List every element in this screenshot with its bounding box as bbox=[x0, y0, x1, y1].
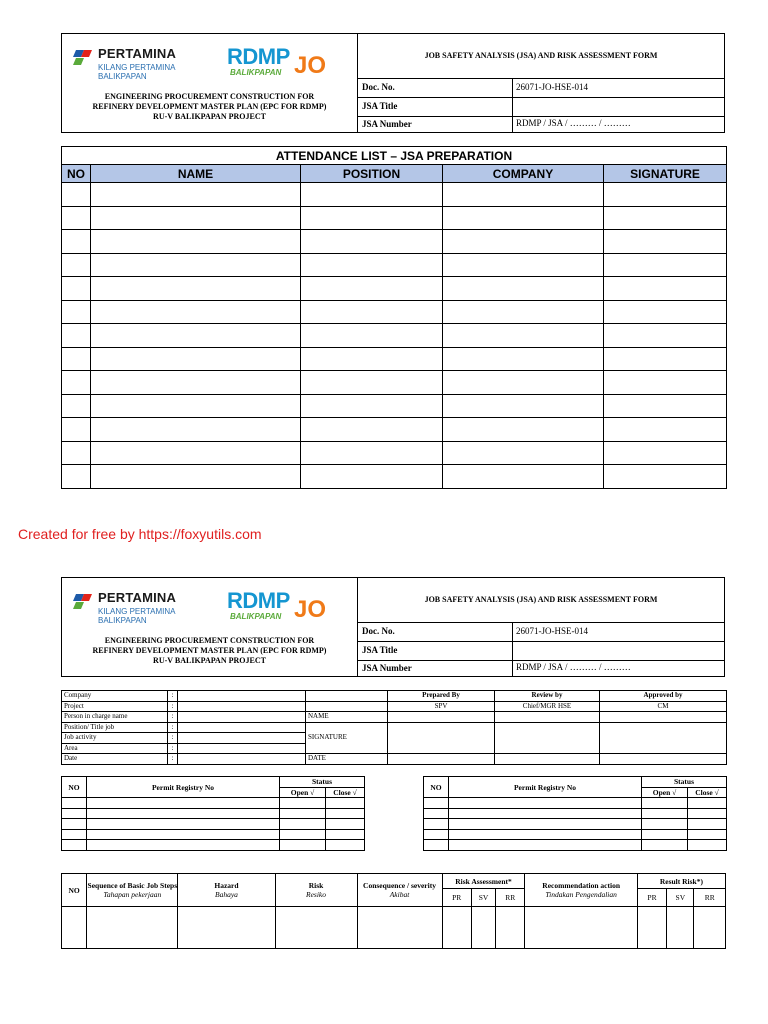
attendance-no-cell[interactable] bbox=[62, 324, 91, 348]
desc-line-1: ENGINEERING PROCUREMENT CONSTRUCTION FOR bbox=[104, 92, 315, 101]
doc-no-row bbox=[358, 79, 724, 98]
hazard-cell[interactable] bbox=[442, 907, 471, 949]
attendance-position-cell[interactable] bbox=[301, 324, 443, 348]
attendance-name-cell[interactable] bbox=[91, 183, 301, 207]
jsa-number-row bbox=[358, 117, 724, 132]
desc-line-3: RU-V BALIKPAPAN PROJECT bbox=[153, 112, 266, 121]
jsa-number-value[interactable]: RDMP / JSA / ……… / ……… bbox=[516, 662, 631, 672]
cm-signature-input[interactable] bbox=[600, 722, 727, 754]
permit-cell[interactable] bbox=[87, 819, 280, 830]
attendance-no-cell[interactable] bbox=[62, 394, 91, 418]
attendance-no-cell[interactable] bbox=[62, 465, 91, 489]
project-description bbox=[62, 636, 357, 666]
cm-label: CM bbox=[600, 701, 727, 712]
header-form-info-2 bbox=[358, 578, 724, 676]
hazard-cell[interactable] bbox=[525, 907, 637, 949]
recommendation-header bbox=[525, 874, 637, 907]
hazard-cell[interactable] bbox=[275, 907, 357, 949]
attendance-position-cell[interactable] bbox=[301, 418, 443, 442]
permit-cell[interactable] bbox=[642, 840, 688, 851]
hazard-row bbox=[62, 907, 726, 949]
permit-cell[interactable] bbox=[326, 840, 365, 851]
permit-row bbox=[424, 840, 727, 851]
attendance-signature-cell[interactable] bbox=[604, 371, 727, 395]
rdmp-logo: RDMP bbox=[227, 44, 290, 69]
attendance-company-cell[interactable] bbox=[443, 465, 604, 489]
permit-row bbox=[424, 829, 727, 840]
attendance-position-cell[interactable] bbox=[301, 394, 443, 418]
attendance-row bbox=[62, 206, 727, 230]
attendance-no-cell[interactable] bbox=[62, 253, 91, 277]
permit-cell[interactable] bbox=[62, 829, 87, 840]
jsa-title-row bbox=[358, 642, 724, 661]
doc-no-label: Doc. No. bbox=[362, 82, 395, 92]
permit-row bbox=[62, 819, 365, 830]
job-info-table bbox=[61, 690, 727, 765]
permit-cell[interactable] bbox=[424, 819, 449, 830]
jsa-title-row bbox=[358, 98, 724, 117]
hazard-cell[interactable] bbox=[637, 907, 666, 949]
field-position: Position/ Title job bbox=[62, 722, 168, 733]
doc-no-label: Doc. No. bbox=[362, 626, 395, 636]
permit-cell[interactable] bbox=[642, 808, 688, 819]
jsa-number-label: JSA Number bbox=[362, 663, 412, 673]
attendance-signature-cell[interactable] bbox=[604, 230, 727, 254]
permit-cell[interactable] bbox=[449, 840, 642, 851]
attendance-no-cell[interactable] bbox=[62, 418, 91, 442]
hazard-cell[interactable] bbox=[357, 907, 442, 949]
hazard-no-header: NO bbox=[62, 874, 87, 907]
attendance-no-cell[interactable] bbox=[62, 371, 91, 395]
recommendation-sublabel: Tindakan Pengendalian bbox=[545, 890, 617, 899]
attendance-company-cell[interactable] bbox=[443, 441, 604, 465]
form-title: JOB SAFETY ANALYSIS (JSA) AND RISK ASSESSMENT FORM bbox=[358, 34, 724, 79]
pertamina-logo-icon bbox=[72, 46, 94, 68]
permit-cell[interactable] bbox=[688, 819, 727, 830]
date-label: DATE bbox=[306, 754, 388, 765]
risk-assessment-header: Risk Assessment* bbox=[442, 874, 525, 889]
field-company: Company bbox=[62, 691, 168, 702]
header-form-info bbox=[358, 34, 724, 132]
jsa-title-label: JSA Title bbox=[362, 645, 398, 655]
spv-name-input[interactable] bbox=[388, 712, 495, 723]
permit-cell[interactable] bbox=[449, 819, 642, 830]
hazard-cell[interactable] bbox=[471, 907, 495, 949]
person-input[interactable] bbox=[178, 712, 306, 723]
risk-header bbox=[275, 874, 357, 907]
attendance-row bbox=[62, 418, 727, 442]
hazard-label: Hazard bbox=[214, 881, 239, 890]
permit-cell[interactable] bbox=[449, 798, 642, 809]
blank-cell bbox=[306, 691, 388, 702]
attendance-row bbox=[62, 324, 727, 348]
hazard-cell[interactable] bbox=[178, 907, 275, 949]
permit-row bbox=[424, 808, 727, 819]
permit-cell[interactable] bbox=[62, 798, 87, 809]
date-input[interactable] bbox=[178, 754, 306, 765]
chief-name-input[interactable] bbox=[495, 712, 600, 723]
permit-cell[interactable] bbox=[688, 840, 727, 851]
col-signature: SIGNATURE bbox=[604, 165, 727, 183]
attendance-name-cell[interactable] bbox=[91, 394, 301, 418]
company-subtitle bbox=[98, 607, 176, 625]
permit-cell[interactable] bbox=[280, 829, 326, 840]
field-project: Project bbox=[62, 701, 168, 712]
attendance-position-cell[interactable] bbox=[301, 253, 443, 277]
review-by-label: Review by bbox=[495, 691, 600, 702]
attendance-position-cell[interactable] bbox=[301, 230, 443, 254]
permit-no-header: NO bbox=[62, 777, 87, 798]
attendance-company-cell[interactable] bbox=[443, 300, 604, 324]
attendance-signature-cell[interactable] bbox=[604, 253, 727, 277]
attendance-row bbox=[62, 347, 727, 371]
attendance-row bbox=[62, 253, 727, 277]
attendance-name-cell[interactable] bbox=[91, 230, 301, 254]
doc-no-row bbox=[358, 623, 724, 642]
attendance-no-cell[interactable] bbox=[62, 206, 91, 230]
attendance-company-cell[interactable] bbox=[443, 371, 604, 395]
spv-signature-input[interactable] bbox=[388, 722, 495, 754]
sv-header: SV bbox=[471, 889, 495, 907]
attendance-no-cell[interactable] bbox=[62, 230, 91, 254]
attendance-company-cell[interactable] bbox=[443, 324, 604, 348]
permit-cell[interactable] bbox=[326, 829, 365, 840]
permit-cell[interactable] bbox=[688, 798, 727, 809]
attendance-no-cell[interactable] bbox=[62, 277, 91, 301]
rdmp-logo-sub: BALIKPAPAN bbox=[230, 68, 282, 77]
permit-cell[interactable] bbox=[280, 808, 326, 819]
attendance-name-cell[interactable] bbox=[91, 347, 301, 371]
pr-header: PR bbox=[442, 889, 471, 907]
desc-line-3: RU-V BALIKPAPAN PROJECT bbox=[153, 656, 266, 665]
hazard-sublabel: Bahaya bbox=[214, 890, 238, 899]
steps-sublabel: Tahapan pekerjaan bbox=[103, 890, 162, 899]
attendance-title: ATTENDANCE LIST – JSA PREPARATION bbox=[62, 147, 727, 165]
jsa-title-label: JSA Title bbox=[362, 101, 398, 111]
attendance-row bbox=[62, 465, 727, 489]
prepared-by-label: Prepared By bbox=[388, 691, 495, 702]
permit-cell[interactable] bbox=[62, 819, 87, 830]
permit-cell[interactable] bbox=[62, 808, 87, 819]
attendance-company-cell[interactable] bbox=[443, 418, 604, 442]
jsa-number-value[interactable]: RDMP / JSA / ……… / ……… bbox=[516, 118, 631, 128]
permit-registry-header: Permit Registry No bbox=[87, 777, 280, 798]
attendance-position-cell[interactable] bbox=[301, 371, 443, 395]
permit-cell[interactable] bbox=[642, 829, 688, 840]
colon: : bbox=[168, 722, 178, 733]
form-title: JOB SAFETY ANALYSIS (JSA) AND RISK ASSESSMENT FORM bbox=[358, 578, 724, 623]
result-risk-header: Result Risk*) bbox=[637, 874, 725, 889]
cm-name-input[interactable] bbox=[600, 712, 727, 723]
consequence-header bbox=[357, 874, 442, 907]
permit-cell[interactable] bbox=[62, 840, 87, 851]
hazard-table bbox=[61, 873, 726, 949]
rr-header: RR bbox=[496, 889, 525, 907]
attendance-signature-cell[interactable] bbox=[604, 347, 727, 371]
permit-cell[interactable] bbox=[688, 808, 727, 819]
permit-cell[interactable] bbox=[280, 819, 326, 830]
doc-no-value: 26071-JO-HSE-014 bbox=[516, 626, 588, 636]
chief-label: Chief/MGR HSE bbox=[495, 701, 600, 712]
result-sv-header: SV bbox=[667, 889, 694, 907]
attendance-name-cell[interactable] bbox=[91, 465, 301, 489]
approved-by-label: Approved by bbox=[600, 691, 727, 702]
desc-line-2: REFINERY DEVELOPMENT MASTER PLAN (EPC FOR RDMP) bbox=[92, 646, 327, 655]
steps-label: Sequence of Basic Job Steps bbox=[87, 881, 178, 890]
attendance-signature-cell[interactable] bbox=[604, 394, 727, 418]
permit-cell[interactable] bbox=[642, 819, 688, 830]
attendance-name-cell[interactable] bbox=[91, 418, 301, 442]
attendance-name-cell[interactable] bbox=[91, 324, 301, 348]
attendance-position-cell[interactable] bbox=[301, 465, 443, 489]
attendance-row bbox=[62, 394, 727, 418]
attendance-signature-cell[interactable] bbox=[604, 183, 727, 207]
attendance-signature-cell[interactable] bbox=[604, 206, 727, 230]
company-sub-2: BALIKPAPAN bbox=[98, 72, 147, 81]
col-position: POSITION bbox=[301, 165, 443, 183]
jsa-number-label: JSA Number bbox=[362, 119, 412, 129]
project-description bbox=[62, 92, 357, 122]
attendance-signature-cell[interactable] bbox=[604, 418, 727, 442]
consequence-sublabel: Akibat bbox=[389, 890, 410, 899]
company-name: PERTAMINA bbox=[98, 590, 177, 605]
cm-date-input[interactable] bbox=[600, 754, 727, 765]
desc-line-2: REFINERY DEVELOPMENT MASTER PLAN (EPC FOR RDMP) bbox=[92, 102, 327, 111]
attendance-name-cell[interactable] bbox=[91, 371, 301, 395]
steps-header bbox=[87, 874, 178, 907]
permit-cell[interactable] bbox=[424, 798, 449, 809]
permit-registry-header: Permit Registry No bbox=[449, 777, 642, 798]
col-company: COMPANY bbox=[443, 165, 604, 183]
jo-logo: JO bbox=[294, 596, 327, 623]
permit-table-left bbox=[61, 776, 365, 851]
field-person-in-charge: Person in charge name bbox=[62, 712, 168, 723]
field-area: Area bbox=[62, 743, 168, 754]
signature-label: SIGNATURE bbox=[306, 722, 388, 754]
attendance-no-cell[interactable] bbox=[62, 183, 91, 207]
hazard-cell[interactable] bbox=[62, 907, 87, 949]
desc-line-1: ENGINEERING PROCUREMENT CONSTRUCTION FOR bbox=[104, 636, 315, 645]
colon: : bbox=[168, 743, 178, 754]
jsa-number-row bbox=[358, 661, 724, 676]
attendance-company-cell[interactable] bbox=[443, 183, 604, 207]
permit-cell[interactable] bbox=[280, 840, 326, 851]
permit-cell[interactable] bbox=[449, 829, 642, 840]
permit-cell[interactable] bbox=[424, 808, 449, 819]
permit-cell[interactable] bbox=[87, 840, 280, 851]
company-sub-2: BALIKPAPAN bbox=[98, 616, 147, 625]
permit-cell[interactable] bbox=[449, 808, 642, 819]
attendance-name-cell[interactable] bbox=[91, 206, 301, 230]
chief-signature-input[interactable] bbox=[495, 722, 600, 754]
permit-cell[interactable] bbox=[280, 798, 326, 809]
job-activity-input[interactable] bbox=[178, 733, 306, 744]
attendance-signature-cell[interactable] bbox=[604, 300, 727, 324]
name-label: NAME bbox=[306, 712, 388, 723]
permit-cell[interactable] bbox=[87, 798, 280, 809]
result-pr-header: PR bbox=[637, 889, 666, 907]
hazard-cell[interactable] bbox=[694, 907, 726, 949]
attendance-company-cell[interactable] bbox=[443, 206, 604, 230]
permit-cell[interactable] bbox=[87, 829, 280, 840]
attendance-position-cell[interactable] bbox=[301, 183, 443, 207]
permit-cell[interactable] bbox=[688, 829, 727, 840]
field-date: Date bbox=[62, 754, 168, 765]
colon: : bbox=[168, 733, 178, 744]
company-input[interactable] bbox=[178, 691, 306, 702]
position-input[interactable] bbox=[178, 722, 306, 733]
attendance-position-cell[interactable] bbox=[301, 441, 443, 465]
pertamina-logo-icon bbox=[72, 590, 94, 612]
attendance-company-cell[interactable] bbox=[443, 230, 604, 254]
spv-date-input[interactable] bbox=[388, 754, 495, 765]
attendance-position-cell[interactable] bbox=[301, 206, 443, 230]
field-job-activity: Job activity bbox=[62, 733, 168, 744]
permit-cell[interactable] bbox=[326, 798, 365, 809]
hazard-cell[interactable] bbox=[667, 907, 694, 949]
credit-text: Created for free by https://foxyutils.com bbox=[18, 526, 262, 542]
permit-no-header: NO bbox=[424, 777, 449, 798]
attendance-signature-cell[interactable] bbox=[604, 277, 727, 301]
permit-cell[interactable] bbox=[326, 819, 365, 830]
area-input[interactable] bbox=[178, 743, 306, 754]
project-input[interactable] bbox=[178, 701, 306, 712]
blank-cell bbox=[306, 701, 388, 712]
form-header-1 bbox=[61, 33, 725, 133]
attendance-company-cell[interactable] bbox=[443, 277, 604, 301]
permit-status-header: Status bbox=[280, 777, 365, 788]
permit-row bbox=[62, 798, 365, 809]
header-logo-area bbox=[62, 34, 358, 132]
permit-row bbox=[424, 798, 727, 809]
attendance-row bbox=[62, 230, 727, 254]
hazard-cell[interactable] bbox=[87, 907, 178, 949]
attendance-signature-cell[interactable] bbox=[604, 324, 727, 348]
risk-label: Risk bbox=[308, 881, 324, 890]
permit-cell[interactable] bbox=[424, 840, 449, 851]
chief-date-input[interactable] bbox=[495, 754, 600, 765]
permit-row bbox=[62, 808, 365, 819]
colon: : bbox=[168, 691, 178, 702]
hazard-cell[interactable] bbox=[496, 907, 525, 949]
permit-cell[interactable] bbox=[326, 808, 365, 819]
permit-close-header: Close √ bbox=[688, 787, 727, 798]
attendance-row bbox=[62, 441, 727, 465]
attendance-position-cell[interactable] bbox=[301, 347, 443, 371]
attendance-company-cell[interactable] bbox=[443, 253, 604, 277]
attendance-company-cell[interactable] bbox=[443, 347, 604, 371]
risk-sublabel: Resiko bbox=[306, 890, 327, 899]
permit-row bbox=[62, 840, 365, 851]
attendance-company-cell[interactable] bbox=[443, 394, 604, 418]
company-subtitle bbox=[98, 63, 176, 81]
attendance-signature-cell[interactable] bbox=[604, 465, 727, 489]
company-name: PERTAMINA bbox=[98, 46, 177, 61]
form-header-2 bbox=[61, 577, 725, 677]
attendance-name-cell[interactable] bbox=[91, 253, 301, 277]
colon: : bbox=[168, 712, 178, 723]
colon: : bbox=[168, 701, 178, 712]
doc-no-value: 26071-JO-HSE-014 bbox=[516, 82, 588, 92]
colon: : bbox=[168, 754, 178, 765]
permit-table-right bbox=[423, 776, 727, 851]
col-name: NAME bbox=[91, 165, 301, 183]
col-no: NO bbox=[62, 165, 91, 183]
hazard-header bbox=[178, 874, 275, 907]
attendance-position-cell[interactable] bbox=[301, 300, 443, 324]
header-logo-area-2 bbox=[62, 578, 358, 676]
attendance-row bbox=[62, 277, 727, 301]
company-sub-1: KILANG PERTAMINA bbox=[98, 63, 176, 72]
attendance-no-cell[interactable] bbox=[62, 441, 91, 465]
attendance-row bbox=[62, 371, 727, 395]
spv-label: SPV bbox=[388, 701, 495, 712]
jo-logo: JO bbox=[294, 52, 327, 79]
permit-cell[interactable] bbox=[87, 808, 280, 819]
permit-status-header: Status bbox=[642, 777, 727, 788]
permit-cell[interactable] bbox=[642, 798, 688, 809]
permit-open-header: Open √ bbox=[280, 787, 326, 798]
attendance-name-cell[interactable] bbox=[91, 441, 301, 465]
attendance-position-cell[interactable] bbox=[301, 277, 443, 301]
attendance-no-cell[interactable] bbox=[62, 300, 91, 324]
attendance-row bbox=[62, 183, 727, 207]
attendance-signature-cell[interactable] bbox=[604, 441, 727, 465]
permit-row bbox=[62, 829, 365, 840]
result-rr-header: RR bbox=[694, 889, 726, 907]
attendance-row bbox=[62, 300, 727, 324]
rdmp-logo: RDMP bbox=[227, 588, 290, 613]
attendance-name-cell[interactable] bbox=[91, 300, 301, 324]
attendance-name-cell[interactable] bbox=[91, 277, 301, 301]
attendance-table bbox=[61, 146, 727, 489]
permit-row bbox=[424, 819, 727, 830]
recommendation-label: Recommendation action bbox=[542, 881, 620, 890]
permit-open-header: Open √ bbox=[642, 787, 688, 798]
rdmp-logo-sub: BALIKPAPAN bbox=[230, 612, 282, 621]
permit-cell[interactable] bbox=[424, 829, 449, 840]
permit-close-header: Close √ bbox=[326, 787, 365, 798]
company-sub-1: KILANG PERTAMINA bbox=[98, 607, 176, 616]
attendance-no-cell[interactable] bbox=[62, 347, 91, 371]
consequence-label: Consequence / severity bbox=[363, 881, 436, 890]
